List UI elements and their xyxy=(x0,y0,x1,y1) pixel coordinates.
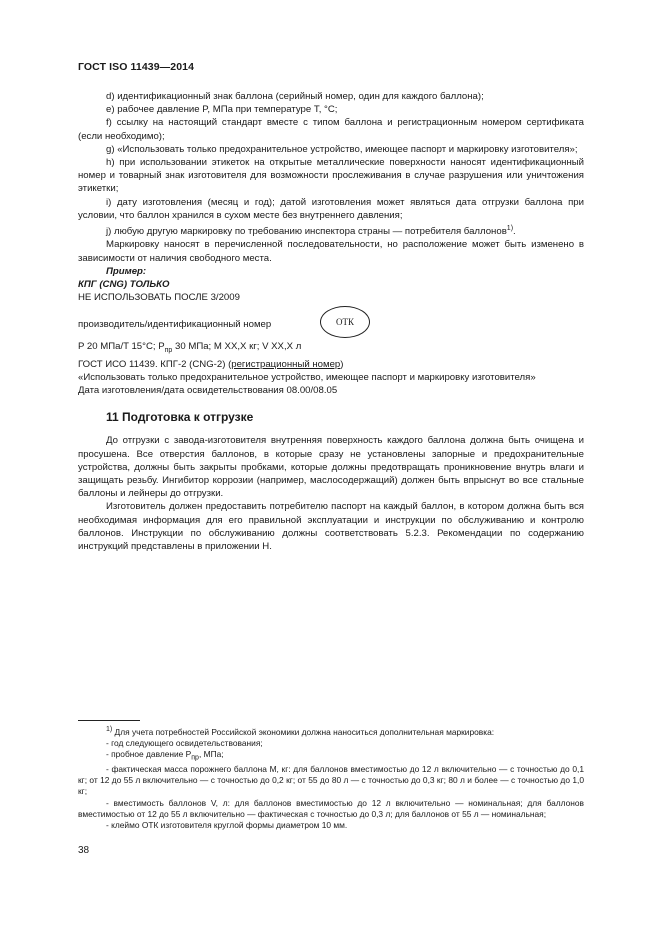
footnote-item-2 xyxy=(78,749,584,764)
order-note: Маркировку наносят в перечисленной последовательности, но расположение может быть изменено в зависимости от наличия свободного места. xyxy=(78,239,584,264)
otk-stamp: ОТК xyxy=(320,306,370,338)
example-title: Пример: xyxy=(106,265,147,277)
example-device-line: «Использовать только предохранительное устройство, имеющее паспорт и маркировку изготовителя» xyxy=(78,371,536,383)
item-i: i) дату изготовления (месяц и год); датой изготовления может являться дата отгрузки баллона при условии, что баллон хранился в сухом месте без внутреннего давления; xyxy=(78,196,584,221)
footnote-ref[interactable]: 1) xyxy=(506,225,514,233)
footnote-item-1: - год следующего освидетельствования; xyxy=(106,738,263,748)
footnote-item-4: - вместимость баллонов V, л: для баллонов вместимостью до 12 л включительно — номинальная; для баллонов вместимостью от 12 до 55 л включительно — фактическая с точностью до 0,3 л; для баллонов от 55 л — номинальная; xyxy=(78,797,584,819)
pressure-sub: пр xyxy=(164,347,173,355)
footnotes xyxy=(78,724,584,831)
footnote-intro xyxy=(78,724,584,738)
footnote-item-2-sub: пр xyxy=(191,754,199,762)
item-e: e) рабочее давление P, МПа при температуре T, °C; xyxy=(106,104,338,116)
example-line-cng: КПГ (CNG) ТОЛЬКО xyxy=(78,279,170,291)
pressure-text-a: P 20 МПа/T 15°С; P xyxy=(78,341,165,353)
footnote-item-5: - клеймо ОТК изготовителя круглой формы диаметром 10 мм. xyxy=(106,820,348,831)
page-header: ГОСТ ISO 11439—2014 xyxy=(78,61,195,73)
page-number: 38 xyxy=(78,845,90,856)
section-para-2: Изготовитель должен предоставить потребителю паспорт на каждый баллон, в котором должна быть вся необходимая информация для его правильной эксплуатации и инструкции по обслуживанию и контролю баллонов. Инструкции по обслуживанию должны соответствовать 5.2.3. Рекомендации по содержанию инструкций представлены в приложении Н. xyxy=(78,501,584,552)
item-h: h) при использовании этикеток на открытые металлические поверхности наносят идентификационный номер и товарный знак изготовителя для возможности прослеживания в случае разрушения или уничтожения этикетки; xyxy=(78,157,584,195)
item-g: g) «Использовать только предохранительное устройство, имеющее паспорт и маркировку изготовителя»; xyxy=(106,143,578,155)
footnote-mark: 1) xyxy=(106,726,113,733)
example-pressure-line xyxy=(78,340,584,357)
item-j-text: j) любую другую маркировку по требованию инспектора страны — потребителя баллонов xyxy=(106,226,507,238)
gost-text-a: ГОСТ ИСО 11439. КПГ-2 (CNG-2) ( xyxy=(78,358,232,370)
registration-number: регистрационный номер xyxy=(231,358,341,370)
footnote-item-3: - фактическая масса порожнего баллона M, кг: для баллонов вместимостью до 12 л включительно — с точностью до 0,1 кг; от 12 до 55 л включительно — с точностью до 0,2 кг; от 55 до 80 л — с точностью до 0,3 кг; 80 л и более — с точностью до 1,0 кг; xyxy=(78,764,584,797)
manufacturer-row xyxy=(78,306,584,340)
gost-text-b: ) xyxy=(340,358,344,370)
section-para-1: До отгрузки с завода-изготовителя внутренняя поверхность каждого баллона должна быть очищена и просушена. Все отверстия баллонов, в которые сразу не установлены запорные и предохранительные устройства, должны быть закрыты пробками, которые должны предотвращать проникновение внутрь влаги и защищать резьбу. Ингибитор коррозии (например, маслосодержащий) должен быть впрыснут во все стальные баллоны и лейнеры до отгрузки. xyxy=(78,435,584,500)
footnote-item-2-b: , МПа; xyxy=(198,749,224,760)
item-d: d) идентификационный знак баллона (серийный номер, один для каждого баллона); xyxy=(106,91,484,102)
page-body xyxy=(78,90,584,553)
pressure-text-b: 30 МПа; M XX,X кг; V XX,X л xyxy=(172,341,302,353)
example-gost-line xyxy=(78,358,584,371)
section-heading: 11 Подготовка к отгрузке xyxy=(106,410,254,425)
item-f: f) ссылку на настоящий стандарт вместе с типом баллона и регистрационным номером сертификата (если необходимо); xyxy=(78,117,584,142)
manufacturer-label: производитель/идентификационный номер xyxy=(78,319,272,331)
footnote-divider xyxy=(78,720,140,721)
footnote-item-2-a: - пробное давление P xyxy=(106,749,192,760)
item-j: j) любую другую маркировку по требованию инспектора страны — потребителя баллонов$^{1)}$. xyxy=(106,225,516,238)
example-line-expiry: НЕ ИСПОЛЬЗОВАТЬ ПОСЛЕ 3/2009 xyxy=(78,292,240,304)
footnote-intro-text: Для учета потребностей Российской экономики должна наноситься дополнительная маркировка: xyxy=(112,726,495,737)
example-dates-line: Дата изготовления/дата освидетельствования 08.00/08.05 xyxy=(78,384,338,396)
